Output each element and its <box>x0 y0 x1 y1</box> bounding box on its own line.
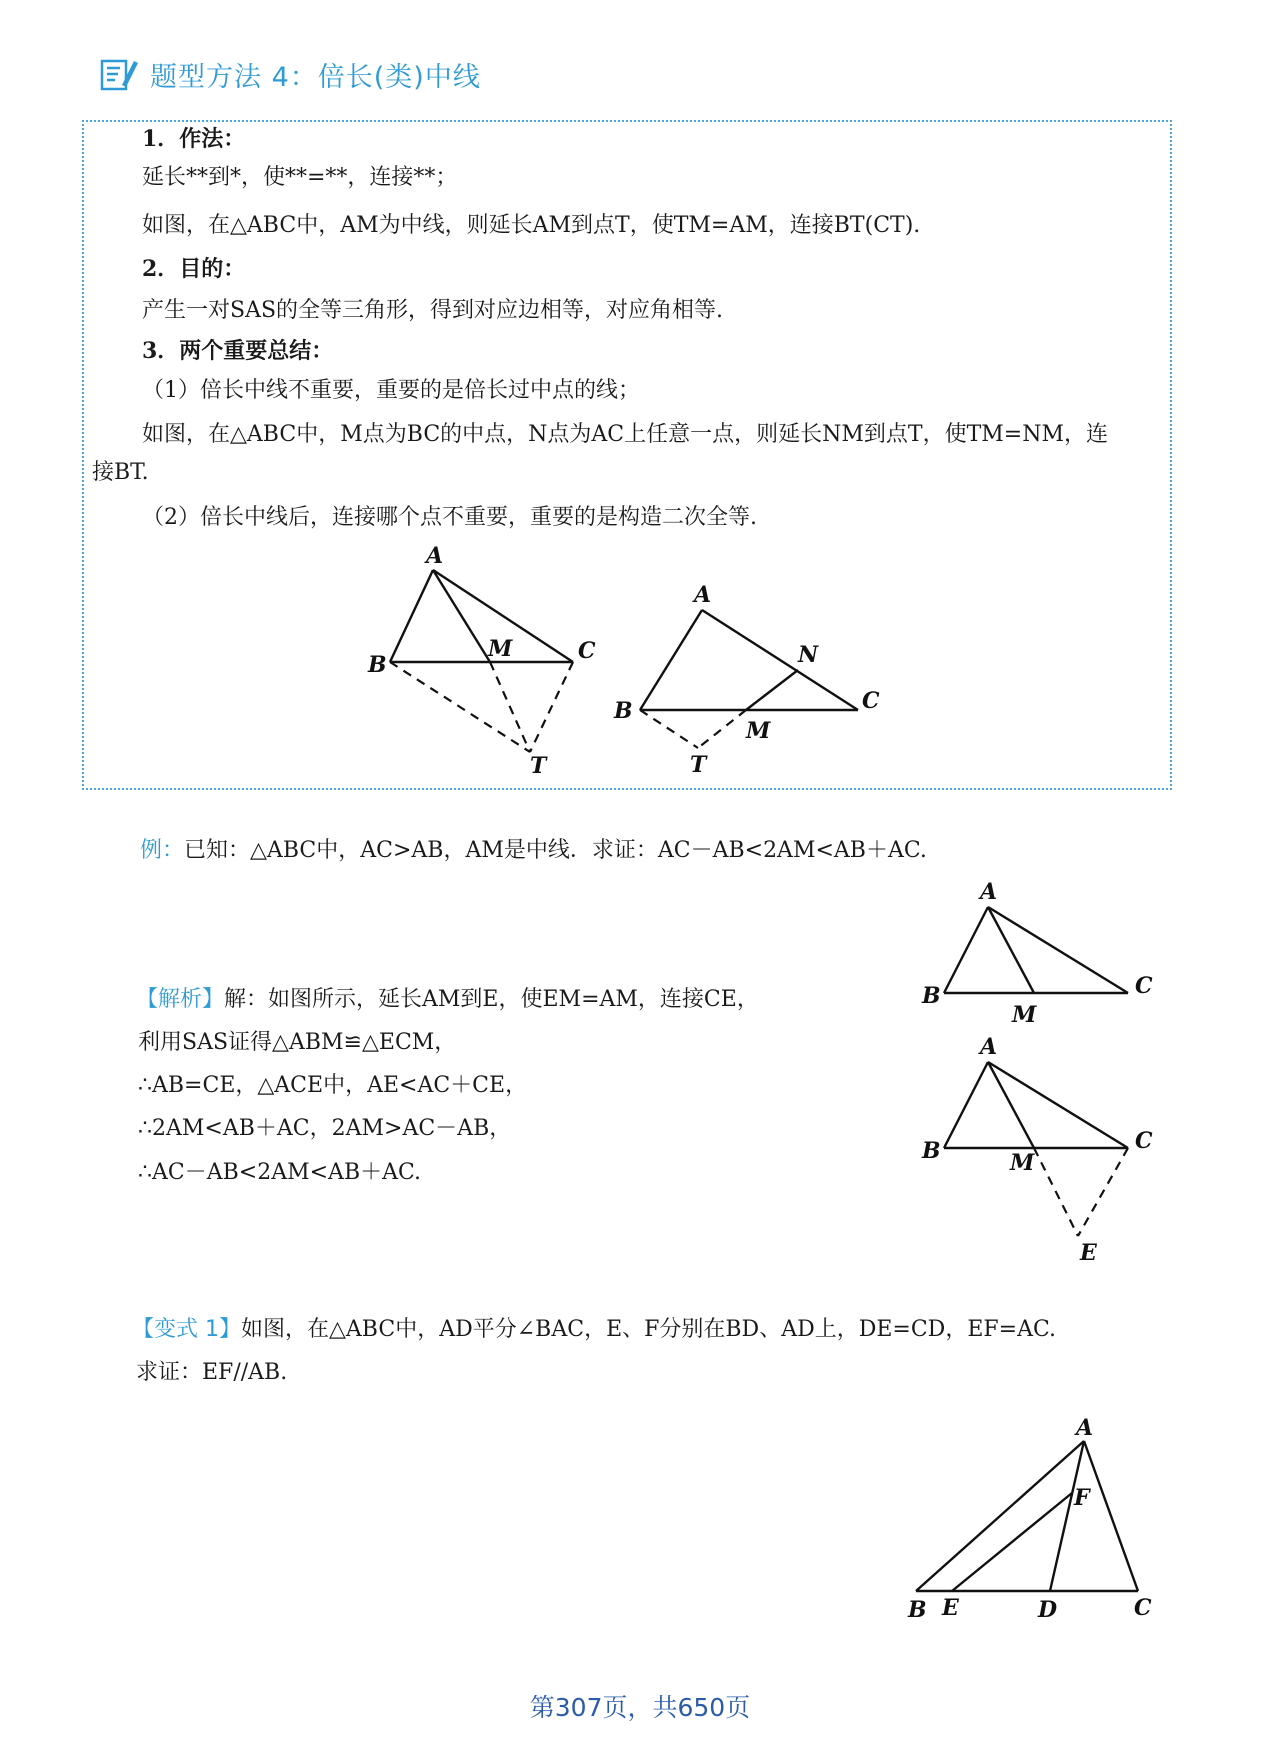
fig2-label-M: M <box>746 718 771 744</box>
box-paragraph-5b: 接BT. <box>92 460 149 485</box>
fig4-label-A: A <box>980 1034 998 1060</box>
example <box>140 836 927 866</box>
solution-line-1 <box>136 985 759 1015</box>
fig5-label-C: C <box>1134 1595 1152 1621</box>
fig1-label-T: T <box>530 753 547 779</box>
fig5-label-D: D <box>1038 1597 1058 1623</box>
fig4-label-B: B <box>922 1138 941 1164</box>
page-footer: 第307页，共650页 <box>529 1693 751 1722</box>
fig4-label-M: M <box>1010 1150 1035 1176</box>
box-paragraph-6: （2）倍长中线后，连接哪个点不重要，重要的是构造二次全等. <box>142 505 757 530</box>
figure-2 <box>600 580 900 780</box>
fig2-label-A: A <box>694 582 712 608</box>
variant-text-1: 如图，在△ABC中，AD平分∠BAC，E、F分别在BD、AD上，DE=CD，EF=AC. <box>241 1317 1057 1342</box>
fig1-label-M: M <box>488 636 513 662</box>
box-heading-2: 2．目的： <box>142 256 246 282</box>
box-paragraph-1: 延长**到*，使**=**，连接**； <box>142 165 458 190</box>
fig5-label-E: E <box>942 1595 959 1621</box>
solution-line-5: ∴AC－AB<2AM<AB＋AC. <box>138 1160 422 1185</box>
box-heading-1: 1．作法： <box>142 126 246 152</box>
solution-line-3: ∴AB=CE，△ACE中，AE<AC＋CE， <box>138 1073 528 1098</box>
solution-line-2: 利用SAS证得△ABM≌△ECM， <box>138 1030 457 1055</box>
note-edit-icon <box>100 55 140 93</box>
example-text: 已知：△ABC中，AC>AB，AM是中线．求证：AC－AB<2AM<AB＋AC. <box>184 838 927 863</box>
fig3-label-C: C <box>1135 973 1153 999</box>
box-paragraph-4: （1）倍长中线不重要，重要的是倍长过中点的线； <box>142 378 640 403</box>
section-title <box>100 52 481 96</box>
fig1-label-B: B <box>368 652 387 678</box>
fig3-label-M: M <box>1012 1002 1037 1028</box>
fig3-label-B: B <box>922 983 941 1009</box>
fig5-label-A: A <box>1076 1415 1094 1441</box>
fig2-label-N: N <box>798 642 819 668</box>
box-paragraph-5a: 如图，在△ABC中，M点为BC的中点，N点为AC上任意一点，则延长NM到点T，使TM=NM，连 <box>142 422 1108 447</box>
fig2-label-B: B <box>614 698 633 724</box>
variant-line-1 <box>132 1315 1056 1345</box>
fig4-label-C: C <box>1135 1128 1153 1154</box>
fig2-label-C: C <box>862 688 880 714</box>
variant-line-2: 求证：EF//AB. <box>136 1360 288 1385</box>
solution-text-1: 解：如图所示，延长AM到E，使EM=AM，连接CE， <box>224 987 759 1012</box>
fig5-label-F: F <box>1074 1485 1090 1511</box>
fig1-label-A: A <box>426 545 444 569</box>
fig2-label-T: T <box>690 752 707 778</box>
box-paragraph-3: 产生一对SAS的全等三角形，得到对应边相等，对应角相等. <box>142 298 724 323</box>
fig5-label-B: B <box>908 1597 927 1623</box>
box-heading-3: 3．两个重要总结： <box>142 338 334 364</box>
variant-label: 【变式 1】 <box>132 1317 241 1342</box>
solution-line-4: ∴2AM<AB＋AC，2AM>AC－AB， <box>138 1116 512 1141</box>
figure-3 <box>910 875 1170 1030</box>
figure-5 <box>890 1405 1170 1625</box>
fig3-label-A: A <box>980 879 998 905</box>
figure-1 <box>360 545 600 780</box>
figure-4 <box>910 1030 1170 1270</box>
fig4-label-E: E <box>1080 1240 1097 1266</box>
example-label: 例： <box>140 838 185 863</box>
box-paragraph-2: 如图，在△ABC中，AM为中线，则延长AM到点T，使TM=AM，连接BT(CT). <box>142 213 921 238</box>
fig1-label-C: C <box>578 638 596 664</box>
solution-label: 【解析】 <box>136 987 225 1012</box>
section-title-text: 题型方法 4：倍长(类)中线 <box>150 61 481 93</box>
